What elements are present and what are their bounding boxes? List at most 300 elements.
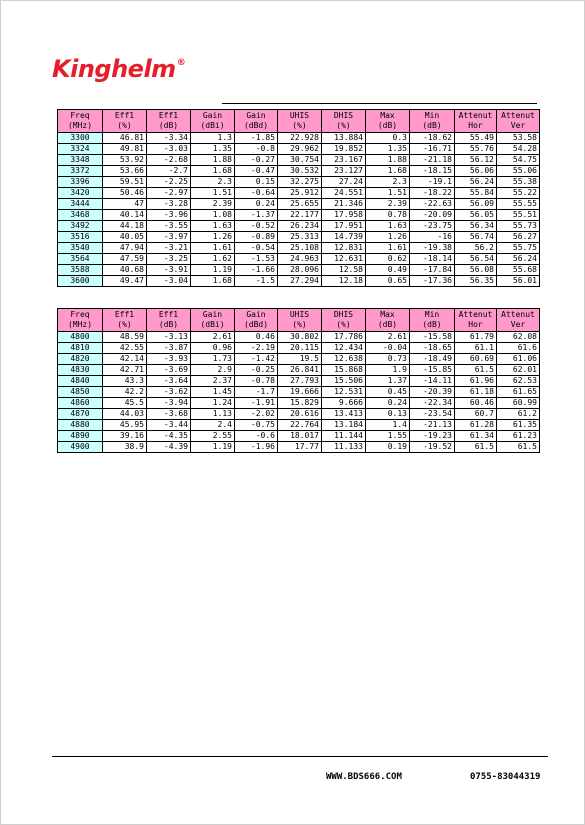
value-cell: 56.27 [497, 232, 540, 243]
value-cell: 0.78 [366, 210, 410, 221]
value-cell: 60.46 [455, 398, 497, 409]
freq-cell: 4900 [58, 442, 103, 453]
table-row [58, 409, 540, 420]
value-cell: 26.234 [278, 221, 322, 232]
header-line: Attenut [501, 111, 535, 120]
value-cell: 19.666 [278, 387, 322, 398]
value-cell: -3.87 [147, 343, 191, 354]
brand-name: Kinghelm [52, 55, 176, 83]
value-cell: -0.54 [235, 243, 278, 254]
value-cell: -20.09 [410, 210, 455, 221]
value-cell: 12.638 [322, 354, 366, 365]
freq-cell: 3372 [58, 166, 103, 177]
value-cell: 1.68 [191, 276, 235, 287]
value-cell: 1.24 [191, 398, 235, 409]
value-cell: 0.46 [235, 332, 278, 343]
column-header [191, 309, 235, 332]
value-cell: 2.61 [366, 332, 410, 343]
freq-cell: 3444 [58, 199, 103, 210]
value-cell: 56.01 [497, 276, 540, 287]
value-cell: -2.19 [235, 343, 278, 354]
value-cell: 25.313 [278, 232, 322, 243]
value-cell: 22.177 [278, 210, 322, 221]
value-cell: -1.91 [235, 398, 278, 409]
value-cell: -0.47 [235, 166, 278, 177]
value-cell: 0.62 [366, 254, 410, 265]
value-cell: -4.35 [147, 431, 191, 442]
value-cell: -3.21 [147, 243, 191, 254]
value-cell: -3.93 [147, 354, 191, 365]
value-cell: 56.24 [455, 177, 497, 188]
column-header [366, 110, 410, 133]
value-cell: 15.829 [278, 398, 322, 409]
value-cell: 26.841 [278, 365, 322, 376]
header-line: UHIS [289, 310, 310, 319]
table-row [58, 221, 540, 232]
value-cell: 61.2 [497, 409, 540, 420]
value-cell: 55.75 [497, 243, 540, 254]
header-line: Attenut [501, 310, 535, 319]
value-cell: 19.852 [322, 144, 366, 155]
column-header [497, 110, 540, 133]
value-cell: 48.59 [103, 332, 147, 343]
value-cell: -23.54 [410, 409, 455, 420]
value-cell: 1.4 [366, 420, 410, 431]
value-cell: -20.39 [410, 387, 455, 398]
registered-mark: ® [176, 58, 186, 68]
table-row [58, 387, 540, 398]
header-line: Eff1 [158, 111, 179, 120]
value-cell: -2.7 [147, 166, 191, 177]
value-cell: 0.96 [191, 343, 235, 354]
value-cell: 0.45 [366, 387, 410, 398]
table-row [58, 144, 540, 155]
value-cell: 1.62 [191, 254, 235, 265]
header-line: Gain [246, 310, 266, 319]
value-cell: 2.3 [191, 177, 235, 188]
value-cell: 13.884 [322, 133, 366, 144]
value-cell: 1.63 [191, 221, 235, 232]
table-row [58, 431, 540, 442]
freq-cell: 3468 [58, 210, 103, 221]
value-cell: -18.65 [410, 343, 455, 354]
value-cell: -3.62 [147, 387, 191, 398]
value-cell: 28.096 [278, 265, 322, 276]
value-cell: 56.24 [497, 254, 540, 265]
value-cell: -3.04 [147, 276, 191, 287]
value-cell: -3.34 [147, 133, 191, 144]
value-cell: 49.81 [103, 144, 147, 155]
value-cell: 56.06 [455, 166, 497, 177]
value-cell: 23.127 [322, 166, 366, 177]
value-cell: -18.62 [410, 133, 455, 144]
value-cell: -3.91 [147, 265, 191, 276]
value-cell: -4.39 [147, 442, 191, 453]
value-cell: 61.1 [455, 343, 497, 354]
value-cell: 61.18 [455, 387, 497, 398]
value-cell: 17.951 [322, 221, 366, 232]
value-cell: 25.655 [278, 199, 322, 210]
header-line: (dBd) [243, 121, 269, 130]
table-row [58, 210, 540, 221]
value-cell: 12.531 [322, 387, 366, 398]
value-cell: 13.413 [322, 409, 366, 420]
value-cell: 2.55 [191, 431, 235, 442]
value-cell: 18.017 [278, 431, 322, 442]
value-cell: 54.75 [497, 155, 540, 166]
value-cell: 45.5 [103, 398, 147, 409]
column-header [497, 309, 540, 332]
value-cell: 62.53 [497, 376, 540, 387]
value-cell: 1.63 [366, 221, 410, 232]
freq-cell: 3564 [58, 254, 103, 265]
header-line: Hor [468, 121, 483, 130]
value-cell: 0.24 [366, 398, 410, 409]
value-cell: 17.77 [278, 442, 322, 453]
header-line: Attenut [458, 111, 493, 120]
value-cell: 0.65 [366, 276, 410, 287]
value-cell: 1.73 [191, 354, 235, 365]
header-line: UHIS [289, 111, 310, 120]
freq-cell: 3588 [58, 265, 103, 276]
value-cell: 46.81 [103, 133, 147, 144]
value-cell: -0.27 [235, 155, 278, 166]
value-cell: 25.912 [278, 188, 322, 199]
value-cell: 56.35 [455, 276, 497, 287]
value-cell: 60.7 [455, 409, 497, 420]
value-cell: 20.115 [278, 343, 322, 354]
header-line: Freq [70, 310, 90, 319]
value-cell: 42.2 [103, 387, 147, 398]
value-cell: -17.36 [410, 276, 455, 287]
value-cell: 61.23 [497, 431, 540, 442]
table-row [58, 166, 540, 177]
header-line: (dB) [158, 320, 179, 329]
header-line: DHIS [333, 310, 354, 319]
header-line: Freq [70, 111, 90, 120]
column-header [278, 309, 322, 332]
column-header [147, 309, 191, 332]
column-header [366, 309, 410, 332]
value-cell: -0.78 [235, 376, 278, 387]
column-header [455, 309, 497, 332]
freq-cell: 4850 [58, 387, 103, 398]
header-line: (dB) [422, 121, 442, 130]
header-line: Min [424, 111, 440, 120]
value-cell: 53.66 [103, 166, 147, 177]
value-cell: 56.12 [455, 155, 497, 166]
header-line: DHIS [333, 111, 354, 120]
value-cell: -18.22 [410, 188, 455, 199]
value-cell: -3.68 [147, 409, 191, 420]
value-cell: 42.55 [103, 343, 147, 354]
value-cell: 0.15 [235, 177, 278, 188]
column-header [191, 110, 235, 133]
value-cell: 45.95 [103, 420, 147, 431]
header-line: Hor [468, 320, 483, 329]
header-line: (dB) [158, 121, 179, 130]
value-cell: -1.96 [235, 442, 278, 453]
value-cell: 1.37 [366, 376, 410, 387]
value-cell: -16 [410, 232, 455, 243]
value-cell: 44.18 [103, 221, 147, 232]
value-cell: -0.75 [235, 420, 278, 431]
header-line: Gain [202, 310, 223, 319]
value-cell: 22.928 [278, 133, 322, 144]
value-cell: -21.13 [410, 420, 455, 431]
header-line: Max [380, 111, 395, 120]
table-row [58, 232, 540, 243]
value-cell: 40.05 [103, 232, 147, 243]
column-header [147, 110, 191, 133]
value-cell: -1.5 [235, 276, 278, 287]
value-cell: -1.7 [235, 387, 278, 398]
value-cell: 2.3 [366, 177, 410, 188]
table-row [58, 133, 540, 144]
freq-cell: 3348 [58, 155, 103, 166]
value-cell: 44.03 [103, 409, 147, 420]
value-cell: 55.84 [455, 188, 497, 199]
column-header [235, 110, 278, 133]
value-cell: 15.506 [322, 376, 366, 387]
value-cell: 56.74 [455, 232, 497, 243]
value-cell: -23.75 [410, 221, 455, 232]
value-cell: 11.133 [322, 442, 366, 453]
value-cell: -18.49 [410, 354, 455, 365]
freq-cell: 3300 [58, 133, 103, 144]
value-cell: 12.18 [322, 276, 366, 287]
value-cell: 0.49 [366, 265, 410, 276]
value-cell: -3.25 [147, 254, 191, 265]
value-cell: -3.28 [147, 199, 191, 210]
value-cell: 61.35 [497, 420, 540, 431]
value-cell: 55.49 [455, 133, 497, 144]
freq-cell: 3324 [58, 144, 103, 155]
value-cell: 0.73 [366, 354, 410, 365]
header-line: (%) [292, 121, 307, 130]
value-cell: 61.5 [455, 365, 497, 376]
value-cell: -19.23 [410, 431, 455, 442]
value-cell: -2.25 [147, 177, 191, 188]
footer-phone: 0755-83044319 [470, 772, 541, 782]
value-cell: 30.532 [278, 166, 322, 177]
value-cell: -3.44 [147, 420, 191, 431]
value-cell: 42.14 [103, 354, 147, 365]
value-cell: -3.64 [147, 376, 191, 387]
column-header [410, 110, 455, 133]
value-cell: -1.66 [235, 265, 278, 276]
value-cell: 47 [103, 199, 147, 210]
value-cell: 1.55 [366, 431, 410, 442]
value-cell: 1.51 [191, 188, 235, 199]
value-cell: 43.3 [103, 376, 147, 387]
value-cell: -3.55 [147, 221, 191, 232]
value-cell: 61.79 [455, 332, 497, 343]
value-cell: -16.71 [410, 144, 455, 155]
value-cell: -15.85 [410, 365, 455, 376]
table-row [58, 398, 540, 409]
header-line: Gain [246, 111, 266, 120]
value-cell: 12.58 [322, 265, 366, 276]
value-cell: -19.52 [410, 442, 455, 453]
value-cell: 61.6 [497, 343, 540, 354]
value-cell: 30.754 [278, 155, 322, 166]
column-header [58, 309, 103, 332]
table-row [58, 243, 540, 254]
value-cell: -2.97 [147, 188, 191, 199]
header-line: (dB) [422, 320, 442, 329]
value-cell: 1.68 [191, 166, 235, 177]
value-cell: 59.51 [103, 177, 147, 188]
freq-cell: 4820 [58, 354, 103, 365]
value-cell: 2.4 [191, 420, 235, 431]
header-line: (dBi) [200, 121, 225, 130]
value-cell: 61.65 [497, 387, 540, 398]
header-line: (dB) [377, 121, 398, 130]
value-cell: 1.3 [191, 133, 235, 144]
value-cell: 1.68 [366, 166, 410, 177]
value-cell: 61.28 [455, 420, 497, 431]
freq-cell: 4890 [58, 431, 103, 442]
value-cell: 0.3 [366, 133, 410, 144]
value-cell: -3.94 [147, 398, 191, 409]
column-header [235, 309, 278, 332]
value-cell: 1.19 [191, 265, 235, 276]
table-row [58, 354, 540, 365]
value-cell: -18.14 [410, 254, 455, 265]
value-cell: 12.631 [322, 254, 366, 265]
header-line: Eff1 [114, 310, 135, 319]
value-cell: 56.34 [455, 221, 497, 232]
value-cell: 1.45 [191, 387, 235, 398]
value-cell: -19.38 [410, 243, 455, 254]
value-cell: 24.963 [278, 254, 322, 265]
value-cell: 24.551 [322, 188, 366, 199]
value-cell: -17.84 [410, 265, 455, 276]
value-cell: 2.39 [191, 199, 235, 210]
value-cell: 56.08 [455, 265, 497, 276]
value-cell: 2.39 [366, 199, 410, 210]
freq-cell: 4840 [58, 376, 103, 387]
header-line: (%) [336, 121, 351, 130]
value-cell: -21.18 [410, 155, 455, 166]
value-cell: -1.37 [235, 210, 278, 221]
table-row [58, 155, 540, 166]
value-cell: 55.73 [497, 221, 540, 232]
table-row [58, 265, 540, 276]
value-cell: 13.184 [322, 420, 366, 431]
freq-cell: 4870 [58, 409, 103, 420]
value-cell: 55.55 [497, 199, 540, 210]
value-cell: 1.35 [366, 144, 410, 155]
value-cell: 55.38 [497, 177, 540, 188]
value-cell: -19.1 [410, 177, 455, 188]
value-cell: 1.08 [191, 210, 235, 221]
value-cell: -3.96 [147, 210, 191, 221]
column-header [103, 110, 147, 133]
value-cell: 38.9 [103, 442, 147, 453]
value-cell: -2.68 [147, 155, 191, 166]
value-cell: 47.59 [103, 254, 147, 265]
header-line: Max [380, 310, 395, 319]
value-cell: 19.5 [278, 354, 322, 365]
freq-cell: 3420 [58, 188, 103, 199]
value-cell: 47.94 [103, 243, 147, 254]
value-cell: 61.5 [455, 442, 497, 453]
header-line: Ver [510, 121, 526, 130]
value-cell: -3.03 [147, 144, 191, 155]
value-cell: 55.68 [497, 265, 540, 276]
value-cell: 1.61 [191, 243, 235, 254]
column-header [455, 110, 497, 133]
value-cell: 60.69 [455, 354, 497, 365]
value-cell: 2.61 [191, 332, 235, 343]
freq-cell: 4800 [58, 332, 103, 343]
header-line: Gain [202, 111, 223, 120]
value-cell: 1.26 [366, 232, 410, 243]
value-cell: 1.61 [366, 243, 410, 254]
column-header [103, 309, 147, 332]
value-cell: 56.09 [455, 199, 497, 210]
header-line: (dB) [377, 320, 398, 329]
value-cell: 39.16 [103, 431, 147, 442]
header-line: (MHz) [67, 121, 93, 130]
value-cell: 15.868 [322, 365, 366, 376]
data-table-band-2 [57, 308, 540, 453]
value-cell: 60.99 [497, 398, 540, 409]
value-cell: 62.01 [497, 365, 540, 376]
value-cell: -3.13 [147, 332, 191, 343]
value-cell: 56.54 [455, 254, 497, 265]
value-cell: 53.92 [103, 155, 147, 166]
value-cell: 0.13 [366, 409, 410, 420]
header-line: (%) [336, 320, 351, 329]
table-row [58, 276, 540, 287]
freq-cell: 3396 [58, 177, 103, 188]
value-cell: 55.51 [497, 210, 540, 221]
value-cell: 50.46 [103, 188, 147, 199]
value-cell: -0.6 [235, 431, 278, 442]
table-row [58, 254, 540, 265]
value-cell: 55.22 [497, 188, 540, 199]
value-cell: 32.275 [278, 177, 322, 188]
value-cell: 14.739 [322, 232, 366, 243]
header-line: Eff1 [114, 111, 135, 120]
column-header [322, 110, 366, 133]
table-row [58, 199, 540, 210]
value-cell: 61.34 [455, 431, 497, 442]
value-cell: 29.962 [278, 144, 322, 155]
value-cell: 62.08 [497, 332, 540, 343]
table-row [58, 376, 540, 387]
table-header-row [58, 309, 540, 332]
freq-cell: 3492 [58, 221, 103, 232]
value-cell: 20.616 [278, 409, 322, 420]
value-cell: 61.5 [497, 442, 540, 453]
value-cell: 55.76 [455, 144, 497, 155]
value-cell: 1.13 [191, 409, 235, 420]
freq-cell: 4880 [58, 420, 103, 431]
freq-cell: 4860 [58, 398, 103, 409]
header-line: (dBi) [200, 320, 225, 329]
footer-website: WWW.BDS666.COM [326, 772, 402, 782]
header-line: (MHz) [67, 320, 93, 329]
value-cell: 2.9 [191, 365, 235, 376]
header-line: (%) [117, 320, 132, 329]
table-row [58, 177, 540, 188]
value-cell: 12.831 [322, 243, 366, 254]
value-cell: 11.144 [322, 431, 366, 442]
